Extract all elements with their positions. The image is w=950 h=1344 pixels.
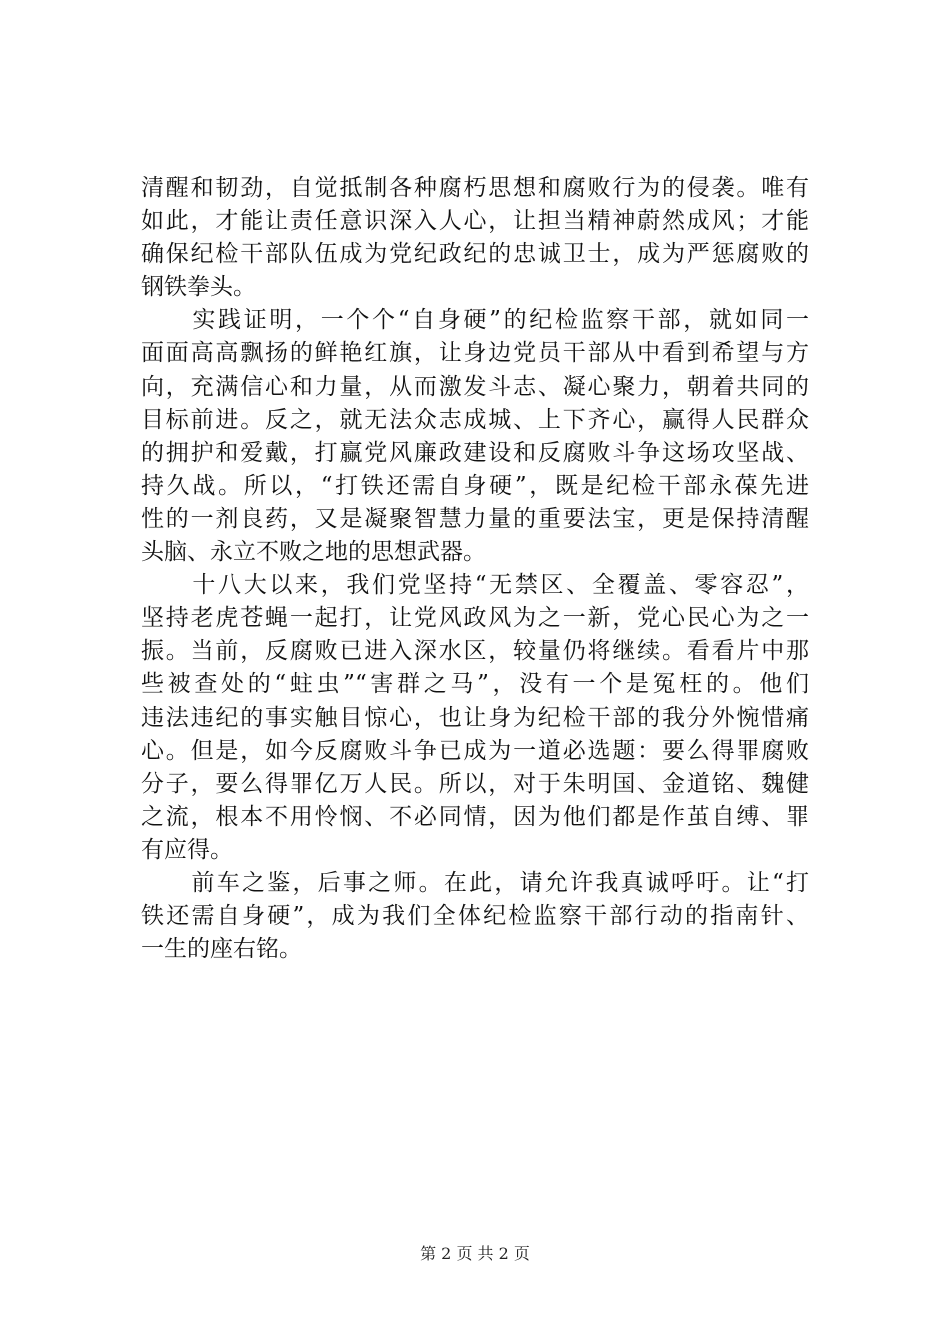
text-line: 目标前进。反之，就无法众志成城、上下齐心，赢得人民群众 <box>141 406 809 433</box>
text-line: 面面高高飘扬的鲜艳红旗，让身边党员干部从中看到希望与方 <box>141 340 809 367</box>
text-line: 确保纪检干部队伍成为党纪政纪的忠诚卫士，成为严惩腐败的 <box>141 241 809 268</box>
text-line: 如此，才能让责任意识深入人心，让担当精神蔚然成风；才能 <box>141 208 809 235</box>
text-line: 振。当前，反腐败已进入深水区，较量仍将继续。看看片中那 <box>141 638 809 665</box>
text-line: 十八大以来，我们党坚持“无禁区、全覆盖、零容忍”， <box>141 572 809 599</box>
text-line: 性的一剂良药，又是凝聚智慧力量的重要法宝，更是保持清醒 <box>141 505 809 532</box>
paragraph-3 <box>141 569 809 867</box>
page-number-footer: 第 2 页 共 2 页 <box>420 1244 530 1263</box>
document-body <box>141 172 809 966</box>
text-line: 之流，根本不用怜悯、不必同情，因为他们都是作茧自缚、罪 <box>141 803 809 830</box>
text-line: 实践证明，一个个“自身硬”的纪检监察干部，就如同一 <box>141 307 809 334</box>
text-line: 违法违纪的事实触目惊心，也让身为纪检干部的我分外惋惜痛 <box>141 704 809 731</box>
text-line: 有应得。 <box>141 836 233 863</box>
paragraph-4 <box>141 867 809 966</box>
text-line: 的拥护和爱戴，打赢党风廉政建设和反腐败斗争这场攻坚战、 <box>141 439 809 466</box>
text-line: 些被查处的“蛀虫”“害群之马”，没有一个是冤枉的。他们 <box>141 671 809 698</box>
text-line: 头脑、永立不败之地的思想武器。 <box>141 539 486 566</box>
text-line: 心。但是，如今反腐败斗争已成为一道必选题：要么得罪腐败 <box>141 737 809 764</box>
text-line: 一生的座右铭。 <box>141 936 302 963</box>
text-line: 清醒和韧劲，自觉抵制各种腐朽思想和腐败行为的侵袭。唯有 <box>141 175 809 201</box>
text-line: 分子，要么得罪亿万人民。所以，对于朱明国、金道铭、魏健 <box>141 770 809 797</box>
text-line: 钢铁拳头。 <box>141 274 256 301</box>
paragraph-2 <box>141 304 809 569</box>
text-line: 向，充满信心和力量，从而激发斗志、凝心聚力，朝着共同的 <box>141 373 809 400</box>
text-line: 铁还需自身硬”，成为我们全体纪检监察干部行动的指南针、 <box>141 903 809 930</box>
text-line: 坚持老虎苍蝇一起打，让党风政风为之一新，党心民心为之一 <box>141 605 809 632</box>
text-line: 持久战。所以，“打铁还需自身硬”，既是纪检干部永葆先进 <box>141 472 809 499</box>
text-line: 前车之鉴，后事之师。在此，请允许我真诚呼吁。让“打 <box>141 869 809 896</box>
paragraph-1 <box>141 172 809 304</box>
